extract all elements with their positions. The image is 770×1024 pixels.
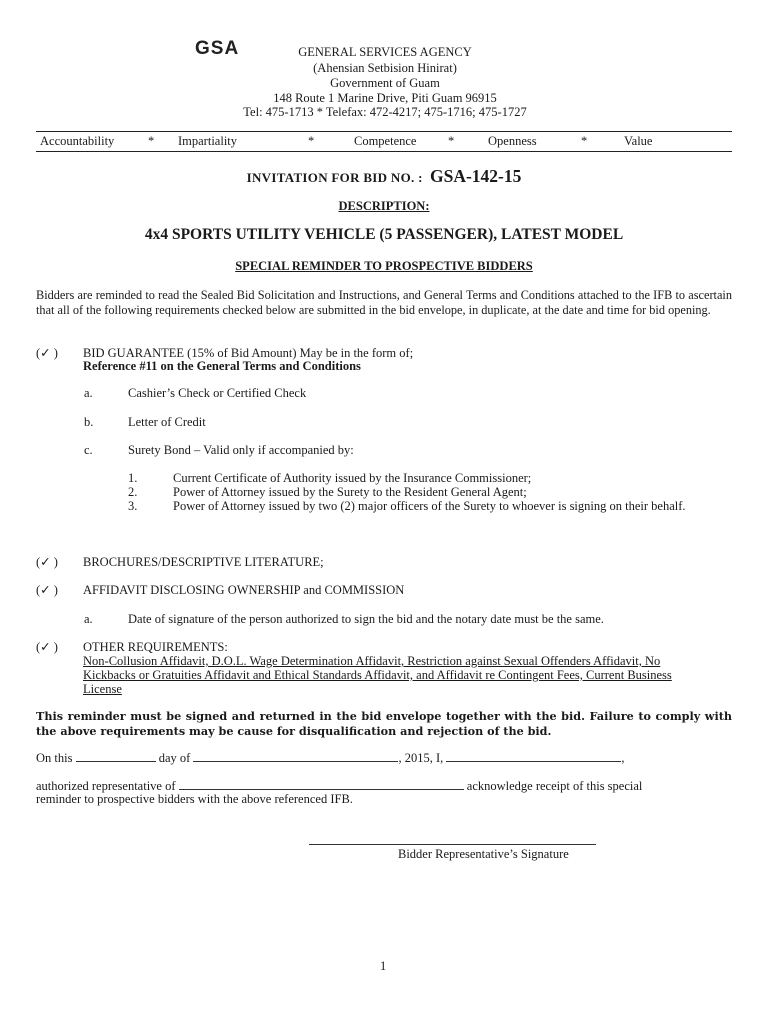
agency-logo: GSA xyxy=(195,38,240,59)
invitation-label: INVITATION FOR BID NO. : xyxy=(246,170,423,185)
acknowledgment-line-3: reminder to prospective bidders with the above referenced IFB. xyxy=(36,792,353,806)
surety-num: 2. xyxy=(128,485,138,499)
values-bottom-rule xyxy=(36,151,732,152)
option-letter: a. xyxy=(84,386,93,400)
page-number: 1 xyxy=(380,959,387,973)
checkmark: (✓ ) xyxy=(36,583,58,597)
invitation-line xyxy=(36,166,732,187)
option-surety-bond: Surety Bond – Valid only if accompanied by: xyxy=(128,443,354,457)
value-separator: * xyxy=(581,134,588,148)
year-text: , 2015, I, xyxy=(398,751,444,765)
value-separator: * xyxy=(148,134,155,148)
surety-item-certificate: Current Certificate of Authority issued by the Insurance Commissioner; xyxy=(173,471,532,485)
other-requirements-label: OTHER REQUIREMENTS: xyxy=(83,640,228,654)
acknowledge-text: acknowledge receipt of this special xyxy=(466,779,643,793)
item-title: 4x4 SPORTS UTILITY VEHICLE (5 PASSENGER), LATEST MODEL xyxy=(144,226,624,243)
brochures-requirement: BROCHURES/DESCRIPTIVE LITERATURE; xyxy=(83,555,324,569)
value-separator: * xyxy=(448,134,455,148)
affidavit-requirement: AFFIDAVIT DISCLOSING OWNERSHIP and COMMISSION xyxy=(83,583,405,597)
agency-address: 148 Route 1 Marine Drive, Piti Guam 96915 xyxy=(273,91,497,105)
note-letter: a. xyxy=(84,612,93,626)
surety-num: 1. xyxy=(128,471,138,485)
authorized-text: authorized representative of xyxy=(36,779,176,793)
value-value: Value xyxy=(624,134,653,148)
checkmark: (✓ ) xyxy=(36,640,58,654)
day-of-text: day of xyxy=(158,751,191,765)
compliance-warning: This reminder must be signed and returned in the bid envelope together with the bid. Failure to comply with the above requirements may be cause for disqualification and rejection of the bid. xyxy=(36,709,732,738)
surety-num: 3. xyxy=(128,499,138,513)
on-this-text: On this xyxy=(36,751,73,765)
comma-text: , xyxy=(621,751,625,765)
values-top-rule xyxy=(36,131,732,132)
value-separator: * xyxy=(308,134,315,148)
other-requirements-list: Non-Collusion Affidavit, D.O.L. Wage Determination Affidavit, Restriction against Sexual Offenders Affidavit, No Kickbacks or Gratuities Affidavit and Ethical Standards Affidavit, and Affidavit re Contingent Fees, Current Business License xyxy=(83,654,672,696)
option-letter: b. xyxy=(84,415,94,429)
agency-name: GENERAL SERVICES AGENCY xyxy=(298,45,472,59)
agency-native-name: (Ahensian Setbision Hinirat) xyxy=(313,61,457,75)
bid-guarantee-label: BID GUARANTEE (15% of Bid Amount) May be in the form of; xyxy=(83,346,414,360)
option-letter-of-credit: Letter of Credit xyxy=(128,415,206,429)
value-competence: Competence xyxy=(354,134,417,148)
checkmark: (✓ ) xyxy=(36,346,58,360)
company-blank[interactable] xyxy=(179,778,464,790)
value-accountability: Accountability xyxy=(40,134,115,148)
checkmark: (✓ ) xyxy=(36,555,58,569)
signature-line[interactable] xyxy=(309,844,596,845)
acknowledgment-line-2 xyxy=(36,778,732,793)
affidavit-note: Date of signature of the person authorized to sign the bid and the notary date must be the same. xyxy=(128,612,604,626)
intro-paragraph: Bidders are reminded to read the Sealed Bid Solicitation and Instructions, and General Terms and Conditions attached to the IFB to ascertain that all of the following requirements checked below are submitted in the bid envelope, in duplicate, at the date and time for bid opening. xyxy=(36,288,732,317)
government-name: Government of Guam xyxy=(330,76,440,90)
option-cashiers-check: Cashier’s Check or Certified Check xyxy=(128,386,307,400)
name-blank[interactable] xyxy=(446,750,621,762)
surety-item-power-officers: Power of Attorney issued by two (2) major officers of the Surety to whoever is signing on their behalf. xyxy=(173,499,686,513)
surety-item-power-agent: Power of Attorney issued by the Surety to the Resident General Agent; xyxy=(173,485,527,499)
value-impartiality: Impartiality xyxy=(178,134,238,148)
bid-number: GSA-142-15 xyxy=(429,166,522,186)
acknowledgment-line-1 xyxy=(36,750,732,765)
value-openness: Openness xyxy=(488,134,537,148)
option-letter: c. xyxy=(84,443,93,457)
agency-phones: Tel: 475-1713 * Telefax: 472-4217; 475-1716; 475-1727 xyxy=(243,105,527,119)
day-blank[interactable] xyxy=(76,750,156,762)
bid-guarantee-reference: Reference #11 on the General Terms and Conditions xyxy=(83,359,361,373)
reminder-heading: SPECIAL REMINDER TO PROSPECTIVE BIDDERS xyxy=(235,259,533,273)
month-blank[interactable] xyxy=(193,750,398,762)
signature-label: Bidder Representative’s Signature xyxy=(398,847,569,861)
description-label: DESCRIPTION: xyxy=(338,199,430,213)
